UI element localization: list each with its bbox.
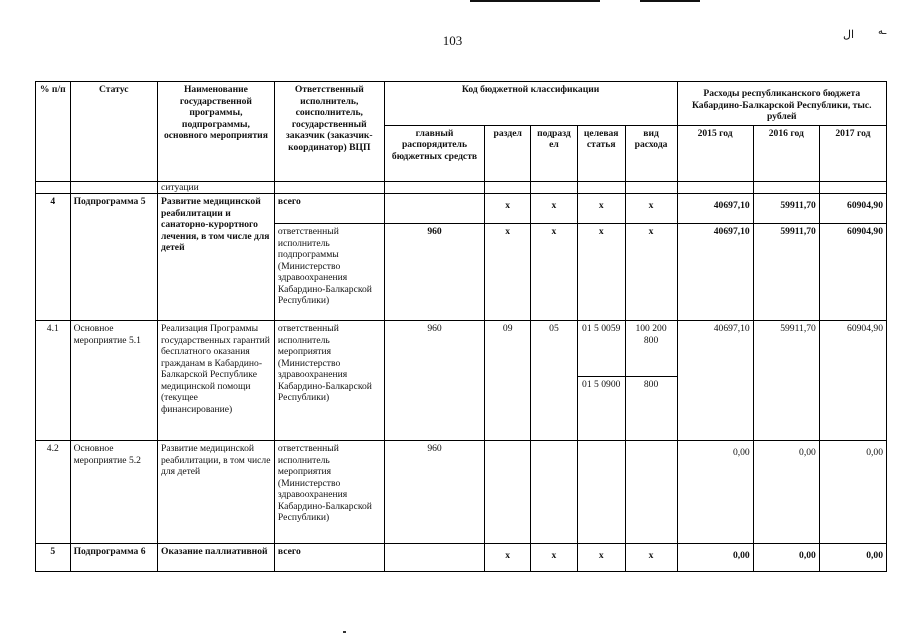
cell — [485, 181, 531, 194]
row-resp: всего — [274, 194, 384, 224]
corner-mark: ـه — [878, 26, 887, 37]
row-2016: 0,00 — [753, 441, 819, 544]
cell — [819, 181, 886, 194]
cell-situatsii: ситуации — [157, 181, 274, 194]
row-2015: 0,00 — [677, 441, 753, 544]
row-2016: 59911,70 — [753, 194, 819, 224]
row-num: 5 — [36, 544, 71, 572]
row-2015: 40697,10 — [677, 224, 753, 321]
cell — [70, 181, 157, 194]
cell — [485, 441, 531, 544]
row-2017: 0,00 — [819, 441, 886, 544]
row-2017: 60904,90 — [819, 224, 886, 321]
header-name: Наименование государственной программы, подпрограммы, основного мероприятия — [157, 82, 274, 182]
row-num: 4.1 — [36, 321, 71, 441]
row-num: 4.2 — [36, 441, 71, 544]
row-2017: 60904,90 — [819, 194, 886, 224]
row-name: Развитие медицинской реабилитации, в том числе для детей — [157, 441, 274, 544]
row-name: Реализация Программы государственных гарантий бесплатного оказания гражданам в Кабардино-Балкарской Республике медицинской помощи (текущее финансирование) — [157, 321, 274, 441]
cell — [677, 181, 753, 194]
row-2016: 59911,70 — [753, 321, 819, 441]
top-edge-line — [470, 0, 600, 2]
corner-mark: ال — [843, 29, 855, 41]
row-2015: 40697,10 — [677, 321, 753, 441]
row-podrazdel: x — [531, 544, 578, 572]
row-razdel: x — [485, 194, 531, 224]
row-status: Подпрограмма 6 — [70, 544, 157, 572]
header-vid: вид расхода — [625, 125, 677, 181]
header-2016: 2016 год — [753, 125, 819, 181]
row-2016: 59911,70 — [753, 224, 819, 321]
cell — [274, 181, 384, 194]
header-grbs: главный распорядитель бюджетных средств — [384, 125, 485, 181]
header-podrazdel: подразд ел — [531, 125, 578, 181]
row-resp: всего — [274, 544, 384, 572]
table-row — [36, 181, 887, 194]
row-status: Основное мероприятие 5.2 — [70, 441, 157, 544]
header-row — [36, 82, 887, 126]
row-podrazdel: 05 — [531, 321, 578, 441]
row-vid: x — [625, 544, 677, 572]
header-2017: 2017 год — [819, 125, 886, 181]
cell — [577, 181, 625, 194]
table-row — [36, 321, 887, 377]
row-grbs: 960 — [384, 441, 485, 544]
budget-table — [35, 81, 887, 572]
row-resp: ответственный исполнитель мероприятия (Министерство здравоохранения Кабардино-Балкарской Республики) — [274, 441, 384, 544]
row-grbs: 960 — [384, 224, 485, 321]
cell — [531, 181, 578, 194]
table-row — [36, 194, 887, 224]
row-grbs — [384, 194, 485, 224]
cell — [625, 441, 677, 544]
header-tselevaya: целевая статья — [577, 125, 625, 181]
row-resp — [274, 224, 384, 321]
row-tselevaya: 01 5 0900 — [577, 377, 625, 441]
header-responsible: Ответственный исполнитель, соисполнитель, государственный заказчик (заказчик-координатор) ВЦП — [274, 82, 384, 182]
cell — [577, 441, 625, 544]
row-vid: 100 200 800 — [625, 321, 677, 377]
row-2017: 60904,90 — [819, 321, 886, 441]
row-razdel: x — [485, 544, 531, 572]
row-num: 4 — [36, 194, 71, 321]
row-name: Развитие медицинской реабилитации и санаторно-курортного лечения, в том числе для детей — [157, 194, 274, 321]
row-podrazdel: x — [531, 194, 578, 224]
row-razdel: 09 — [485, 321, 531, 441]
row-razdel: x — [485, 224, 531, 321]
row-vid: 800 — [625, 377, 677, 441]
header-status: Статус — [70, 82, 157, 182]
top-edge-line — [640, 0, 700, 2]
row-name: Оказание паллиативной — [157, 544, 274, 572]
header-razdel: раздел — [485, 125, 531, 181]
header-code-group: Код бюджетной классификации — [384, 82, 677, 126]
header-num: % п/п — [36, 82, 71, 182]
row-status: Основное мероприятие 5.1 — [70, 321, 157, 441]
row-tselevaya: x — [577, 194, 625, 224]
scan-dot — [343, 631, 346, 633]
cell — [625, 181, 677, 194]
header-expenses-group: Расходы республиканского бюджета Кабардино-Балкарской Республики, тыс. рублей — [677, 82, 887, 126]
header-2015: 2015 год — [677, 125, 753, 181]
row-2015: 0,00 — [677, 544, 753, 572]
row-podrazdel: x — [531, 224, 578, 321]
row-2015: 40697,10 — [677, 194, 753, 224]
row-resp-text: ответственный исполнитель подпрограммы (Министерство здравоохранения Кабардино-Балкарской Республики) — [277, 226, 372, 306]
row-tselevaya: 01 5 0059 — [577, 321, 625, 377]
page-number: 103 — [442, 33, 463, 48]
row-tselevaya: x — [577, 544, 625, 572]
cell — [753, 181, 819, 194]
row-grbs — [384, 544, 485, 572]
row-tselevaya: x — [577, 224, 625, 321]
table-row — [36, 441, 887, 544]
cell — [384, 181, 485, 194]
row-resp: ответственный исполнитель мероприятия (Министерство здравоохранения Кабардино-Балкарской Республики) — [274, 321, 384, 441]
row-2017: 0,00 — [819, 544, 886, 572]
row-vid: x — [625, 224, 677, 321]
row-grbs: 960 — [384, 321, 485, 441]
row-status: Подпрограмма 5 — [70, 194, 157, 321]
cell — [36, 181, 71, 194]
row-2016: 0,00 — [753, 544, 819, 572]
cell — [531, 441, 578, 544]
row-vid: x — [625, 194, 677, 224]
table-row — [36, 544, 887, 572]
